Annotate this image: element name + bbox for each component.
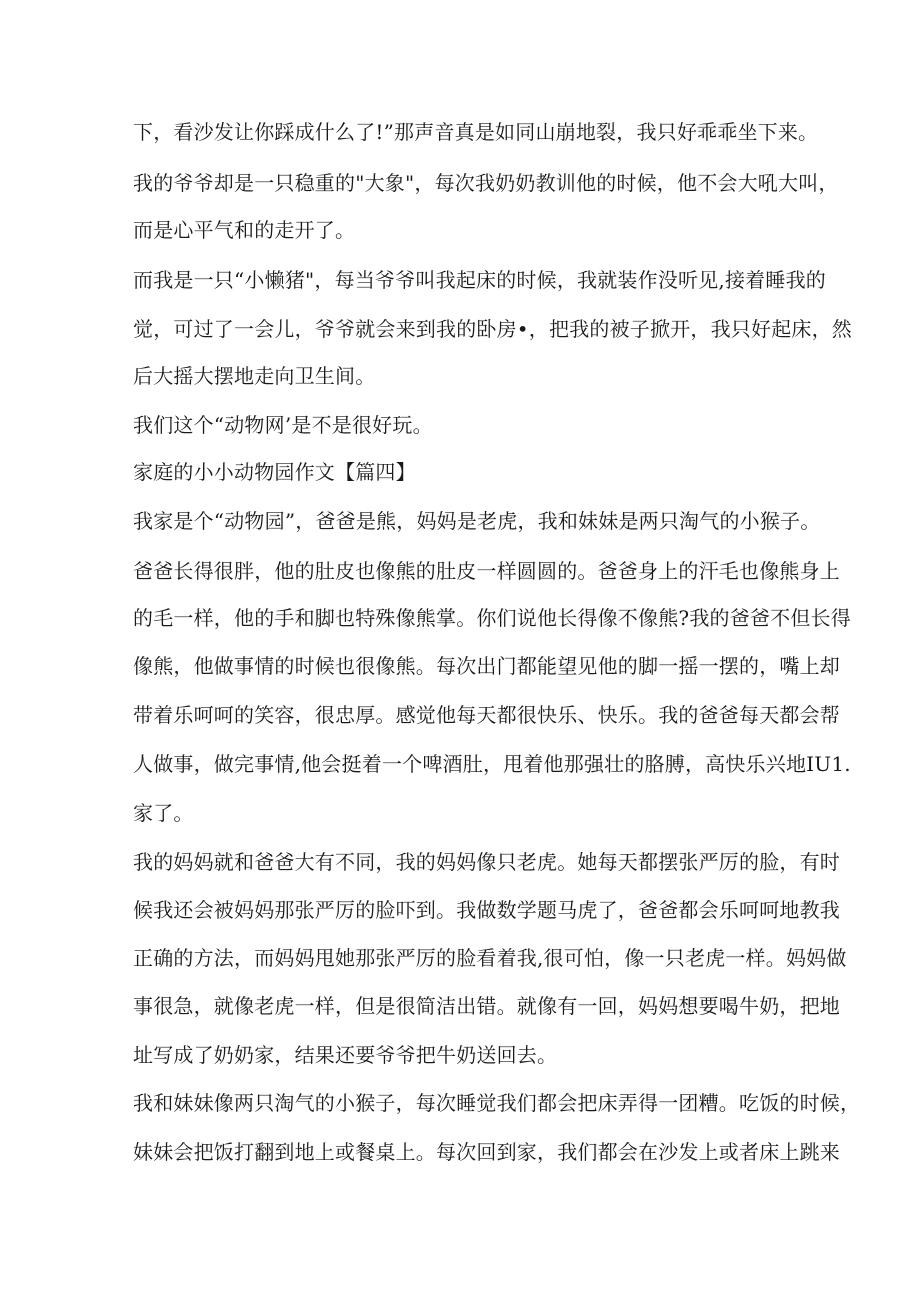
- text-line: 我家是个“动物园”，爸爸是熊，妈妈是老虎，我和妹妹是两只淘气的小猴子。: [133, 509, 821, 533]
- text-line: 而我是一只“小懒猪"，每当爷爷叫我起床的时候，我就装作没听见,接着睡我的: [133, 268, 826, 292]
- text-line: 下，看沙发让你踩成什么了!”那声音真是如同山崩地裂，我只好乖乖坐下来。: [133, 120, 819, 144]
- text-line: 妹妹会把饭打翻到地上或餐桌上。每次回到家，我们都会在沙发上或者床上跳来: [133, 1140, 840, 1164]
- section-heading: 家庭的小小动物园作文【篇四】: [133, 460, 416, 484]
- text-line: 带着乐呵呵的笑容，很忠厚。感觉他每天都很快乐、快乐。我的爸爸每天都会帮: [133, 703, 840, 727]
- text-line: 我的爷爷却是一只稳重的"大象"，每次我奶奶教训他的时候，他不会大吼大叫，: [133, 171, 839, 195]
- text-line: 的毛一样，他的手和脚也特殊像熊掌。你们说他长得像不像熊?我的爸爸不但长得: [133, 606, 851, 630]
- text-line: 爸爸长得很胖，他的肚皮也像熊的肚皮一样圆圆的。爸爸身上的汗毛也像熊身上: [133, 559, 840, 583]
- text-line: 后大摇大摆地走向卫生间。: [133, 364, 376, 388]
- text-line: 候我还会被妈妈那张严厉的脸吓到。我做数学题马虎了，爸爸都会乐呵呵地教我: [133, 898, 840, 922]
- text-line: 像熊，他做事情的时候也很像熊。每次出门都能望见他的脚一摇一摆的，嘴上却: [133, 654, 840, 678]
- text-line: 家了。: [133, 801, 194, 825]
- text-line: 正确的方法，而妈妈甩她那张严厉的脸看着我,很可怕，像一只老虎一样。妈妈做: [133, 946, 847, 970]
- text-line: 觉，可过了一会儿，爷爷就会来到我的卧房•，把我的被子掀开，我只好起床，然: [133, 317, 852, 341]
- text-line: 址写成了奶奶家，结果还要爷爷把牛奶送回去。: [133, 1043, 558, 1067]
- text-line: 事很急，就像老虎一样，但是很简洁出错。就像有一回，妈妈想要喝牛奶，把地: [133, 994, 840, 1018]
- text-line: 人做事，做完事情,他会挺着一个啤酒肚，甩着他那强壮的胳膊，高快乐兴地IU1.: [133, 752, 851, 776]
- text-line: 而是心平气和的走开了。: [133, 218, 356, 242]
- text-line: 我的妈妈就和爸爸大有不同，我的妈妈像只老虎。她每天都摆张严厉的脸，有时: [133, 850, 840, 874]
- text-line: 我们这个“动物网’是不是很好玩。: [133, 413, 433, 437]
- text-line: 我和妹妹像两只淘气的小猴子，每次睡觉我们都会把床弄得一团糟。吃饭的时候，: [133, 1091, 861, 1115]
